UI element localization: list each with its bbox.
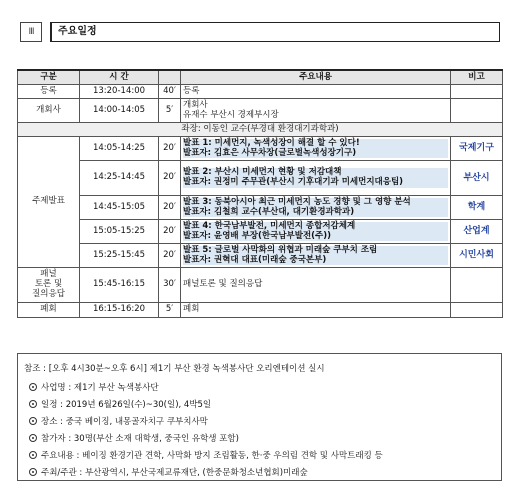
table-row — [18, 99, 503, 123]
row-note — [451, 303, 503, 318]
row-content — [181, 137, 451, 161]
row-content — [181, 161, 451, 196]
note-item — [29, 449, 383, 461]
notes-box — [17, 353, 502, 481]
note-item — [29, 398, 211, 410]
schedule-table — [17, 69, 503, 318]
row-time: 16:15-16:20 — [80, 303, 159, 318]
section-marker: III — [20, 22, 42, 42]
row-category: 개회사 — [18, 99, 80, 123]
row-category: 주제발표 — [18, 137, 80, 268]
circle-bullet-icon — [29, 400, 37, 408]
table-row — [18, 137, 503, 161]
circle-bullet-icon — [29, 451, 37, 459]
circle-bullet-icon — [29, 383, 37, 391]
content-line: 발표자: 김효은 사무차장(글로벌녹색성장기구) — [183, 149, 448, 159]
row-category: 등록 — [18, 85, 80, 99]
row-duration: 40′ — [159, 85, 181, 99]
row-note — [451, 85, 503, 99]
content-line: 발표 3: 동북아시아 최근 미세먼지 농도 경향 및 그 영향 분석 — [183, 198, 448, 208]
row-note — [451, 268, 503, 303]
note-item — [29, 432, 239, 444]
content-line: 발표 4: 한국남부발전, 미세먼지 종합저감체계 — [183, 222, 448, 232]
content-line: 발표자: 권혁대 대표(미래숲 중국본부) — [183, 256, 448, 266]
row-duration: 20′ — [159, 220, 181, 244]
content-line: 발표 1: 미세먼지, 녹색성장이 해결 할 수 있다! — [183, 139, 448, 149]
content-line: 발표자: 윤영배 부장(한국남부발전(주)) — [183, 232, 448, 242]
row-time: 14:05-14:25 — [80, 137, 159, 161]
row-duration: 5′ — [159, 99, 181, 123]
content-line: 발표자: 권정미 주무관(부산시 기후대기과 미세먼지대응팀) — [183, 178, 448, 188]
content-line: 유재수 부산시 경제부시장 — [183, 109, 279, 120]
row-content — [181, 99, 451, 123]
content-line: 발표 5: 글로벌 사막화의 위협과 미래숲 쿠부치 조림 — [183, 246, 448, 256]
table-row — [18, 85, 503, 99]
table-row — [18, 196, 503, 220]
table-header-row — [18, 70, 503, 85]
row-category — [18, 268, 80, 303]
row-time: 13:20-14:00 — [80, 85, 159, 99]
row-note: 국제기구 — [451, 137, 503, 161]
content-line: 개회사 — [183, 99, 208, 110]
category-line: 질의응답 — [32, 288, 65, 299]
note-item — [29, 381, 159, 393]
note-text: 주최/주관 : 부산광역시, 부산국제교류재단, (한중문화청소년협회)미래숲 — [41, 468, 308, 478]
note-text: 참가자 : 30명(부산 소재 대학생, 중국인 유학생 포함) — [41, 434, 239, 444]
circle-bullet-icon — [29, 417, 37, 425]
note-text: 사업명 : 제1기 부산 녹색봉사단 — [41, 383, 159, 393]
row-duration: 20′ — [159, 161, 181, 196]
note-text: 장소 : 중국 베이징, 내몽골자치구 쿠부치사막 — [41, 417, 208, 427]
row-category: 폐회 — [18, 303, 80, 318]
circle-bullet-icon — [29, 468, 37, 476]
content-line: 발표 2: 부산시 미세먼지 현황 및 저감대책 — [183, 168, 448, 178]
row-note: 산업계 — [451, 220, 503, 244]
circle-bullet-icon — [29, 434, 37, 442]
row-content — [181, 244, 451, 268]
table-row — [18, 303, 503, 318]
row-time: 14:25-14:45 — [80, 161, 159, 196]
header-note: 비고 — [451, 70, 503, 85]
content-line: 발표자: 김철희 교수(부산대, 대기환경과학과) — [183, 208, 448, 218]
table-row — [18, 244, 503, 268]
header-content: 주요내용 — [181, 70, 451, 85]
row-note — [451, 99, 503, 123]
row-time: 15:45-16:15 — [80, 268, 159, 303]
section-title: 주요일정 — [50, 22, 500, 42]
row-note: 학계 — [451, 196, 503, 220]
table-row — [18, 220, 503, 244]
section-header — [20, 22, 500, 44]
table-row — [18, 268, 503, 303]
row-time: 15:05-15:25 — [80, 220, 159, 244]
row-duration: 30′ — [159, 268, 181, 303]
row-content: 폐회 — [181, 303, 451, 318]
row-note: 시민사회 — [451, 244, 503, 268]
category-line: 패널 — [40, 269, 57, 280]
row-time: 14:45-15:05 — [80, 196, 159, 220]
header-time: 시 간 — [80, 70, 159, 85]
row-duration: 20′ — [159, 137, 181, 161]
category-line: 토론 및 — [34, 279, 63, 290]
row-note: 부산시 — [451, 161, 503, 196]
row-content — [181, 196, 451, 220]
row-time: 15:25-15:45 — [80, 244, 159, 268]
row-duration: 20′ — [159, 196, 181, 220]
row-duration: 20′ — [159, 244, 181, 268]
chair-cell: 좌장: 이동인 교수(부경대 환경대기과학과) — [18, 123, 503, 137]
row-time: 14:00-14:05 — [80, 99, 159, 123]
row-content: 패널토론 및 질의응답 — [181, 268, 451, 303]
notes-heading: 참조 : [오후 4시30분~오후 6시] 제1기 부산 환경 녹색봉사단 오리엔테이션 실시 — [24, 364, 325, 374]
row-content — [181, 220, 451, 244]
chair-row — [18, 123, 503, 137]
header-category: 구분 — [18, 70, 80, 85]
row-content: 등록 — [181, 85, 451, 99]
header-duration — [159, 70, 181, 85]
row-duration: 5′ — [159, 303, 181, 318]
note-item — [29, 415, 208, 427]
table-row — [18, 161, 503, 196]
note-item — [29, 466, 308, 478]
note-text: 일정 : 2019년 6월26일(수)~30(일), 4박5일 — [41, 400, 212, 410]
note-text: 주요내용 : 베이징 환경기관 견학, 사막화 방지 조림활동, 한·중 우의림 견학 및 사막트래킹 등 — [41, 451, 383, 461]
